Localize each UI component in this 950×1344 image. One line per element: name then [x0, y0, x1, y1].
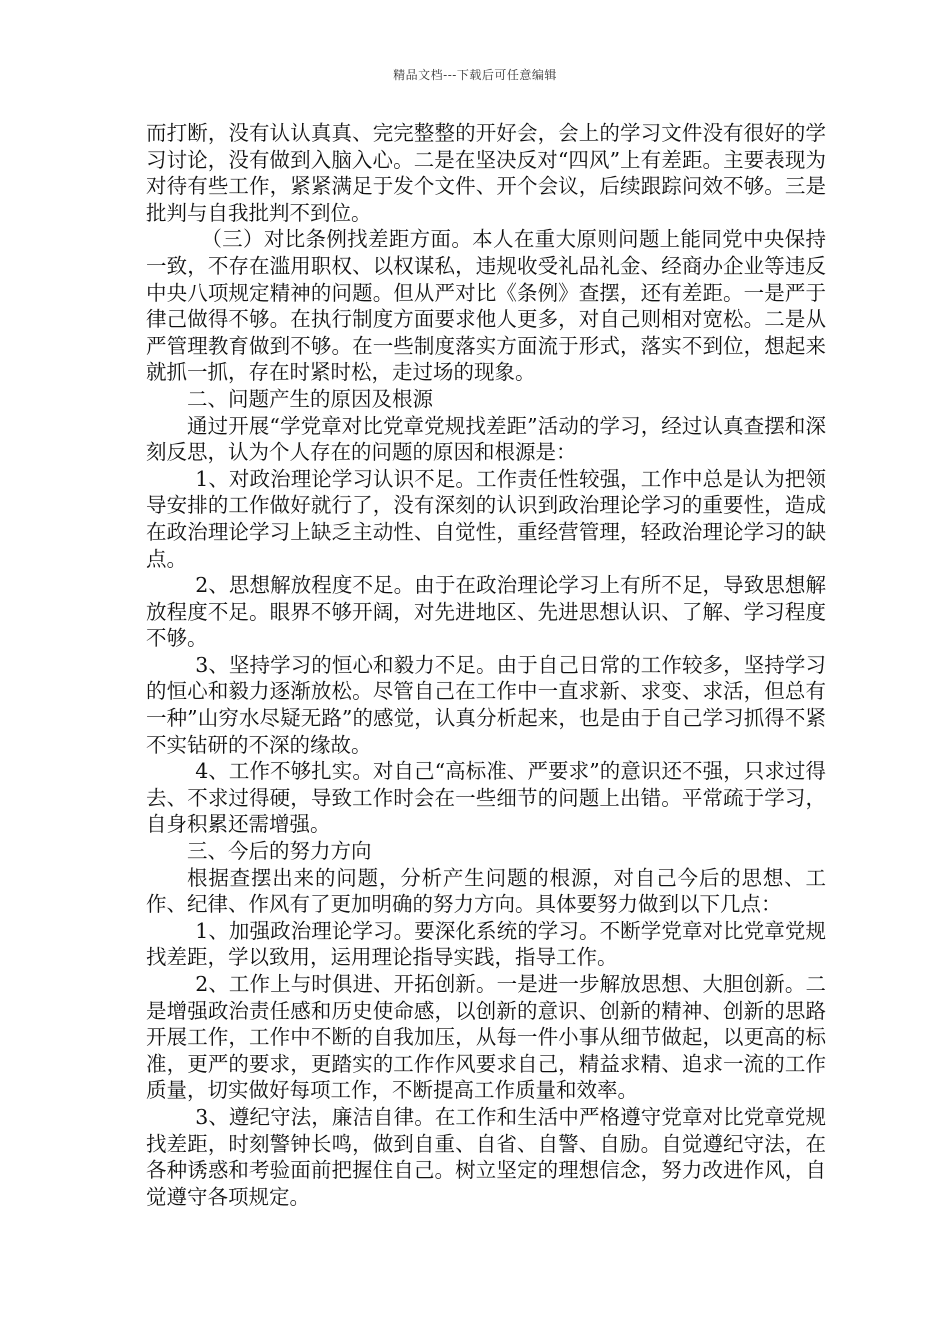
page-header: 精品文档---下载后可任意编辑: [393, 68, 557, 82]
paragraph: 2、思想解放程度不足。由于在政治理论学习上有所不足，导致思想解放程度不足。眼界不够开阔，对先进地区、先进思想认识、了解、学习程度不够。: [146, 573, 826, 651]
paragraph: 根据查摆出来的问题，分析产生问题的根源，对自己今后的思想、工作、纪律、作风有了更加明确的努力方向。具体要努力做到以下几点：: [146, 865, 826, 917]
paragraph: 3、遵纪守法，廉洁自律。在工作和生活中严格遵守党章对比党章党规找差距，时刻警钟长鸣，做到自重、自省、自警、自励。自觉遵纪守法，在各种诱惑和考验面前把握住自己。树立坚定的理想信念，努力改进作风，自觉遵守各项规定。: [146, 1104, 826, 1209]
paragraph: 4、工作不够扎实。对自己“高标准、严要求”的意识还不强，只求过得去、不求过得硬，导致工作时会在一些细节的问题上出错。平常疏于学习，自身积累还需增强。: [146, 759, 826, 837]
document-body: [146, 120, 826, 1210]
paragraph: 而打断，没有认认真真、完完整整的开好会，会上的学习文件没有很好的学习讨论，没有做到入脑入心。二是在坚决反对“四风”上有差距。主要表现为对待有些工作，紧紧满足于发个文件、开个会议，后续跟踪问效不够。三是批判与自我批判不到位。: [146, 121, 826, 225]
paragraph: （三）对比条例找差距方面。本人在重大原则问题上能同党中央保持一致，不存在滥用职权、以权谋私，违规收受礼品礼金、经商办企业等违反中央八项规定精神的问题。但从严对比《条例》查摆，还有差距。一是严于律己做得不够。在执行制度方面要求他人更多，对自己则相对宽松。二是从严管理教育做到不够。在一些制度落实方面流于形式，落实不到位，想起来就抓一抓，存在时紧时松，走过场的现象。: [146, 227, 826, 385]
paragraph: 通过开展“学党章对比党章党规找差距”活动的学习，经过认真查摆和深刻反思，认为个人存在的问题的原因和根源是：: [146, 413, 826, 465]
section-heading: 二、问题产生的原因及根源: [187, 386, 433, 411]
paragraph: 3、坚持学习的恒心和毅力不足。由于自己日常的工作较多，坚持学习的恒心和毅力逐渐放松。尽管自己在工作中一直求新、求变、求活，但总有一种”山穷水尽疑无路”的感觉，认真分析起来，也是由于自己学习抓得不紧不实钻研的不深的缘故。: [146, 652, 826, 757]
paragraph: 1、加强政治理论学习。要深化系统的学习。不断学党章对比党章党规找差距，学以致用，运用理论指导实践，指导工作。: [146, 918, 826, 970]
section-heading: 三、今后的努力方向: [187, 839, 372, 864]
paragraph: 2、工作上与时俱进、开拓创新。一是进一步解放思想、大胆创新。二是增强政治责任感和历史使命感，以创新的意识、创新的精神、创新的思路开展工作，工作中不断的自我加压，从每一件小事从细节做起，以更高的标准，更严的要求，更踏实的工作作风要求自己，精益求精、追求一流的工作质量，切实做好每项工作，不断提高工作质量和效率。: [146, 972, 826, 1103]
paragraph: 1、对政治理论学习认识不足。工作责任性较强，工作中总是认为把领导安排的工作做好就行了，没有深刻的认识到政治理论学习的重要性，造成在政治理论学习上缺乏主动性、自觉性，重经营管理，轻政治理论学习的缺点。: [146, 466, 826, 571]
